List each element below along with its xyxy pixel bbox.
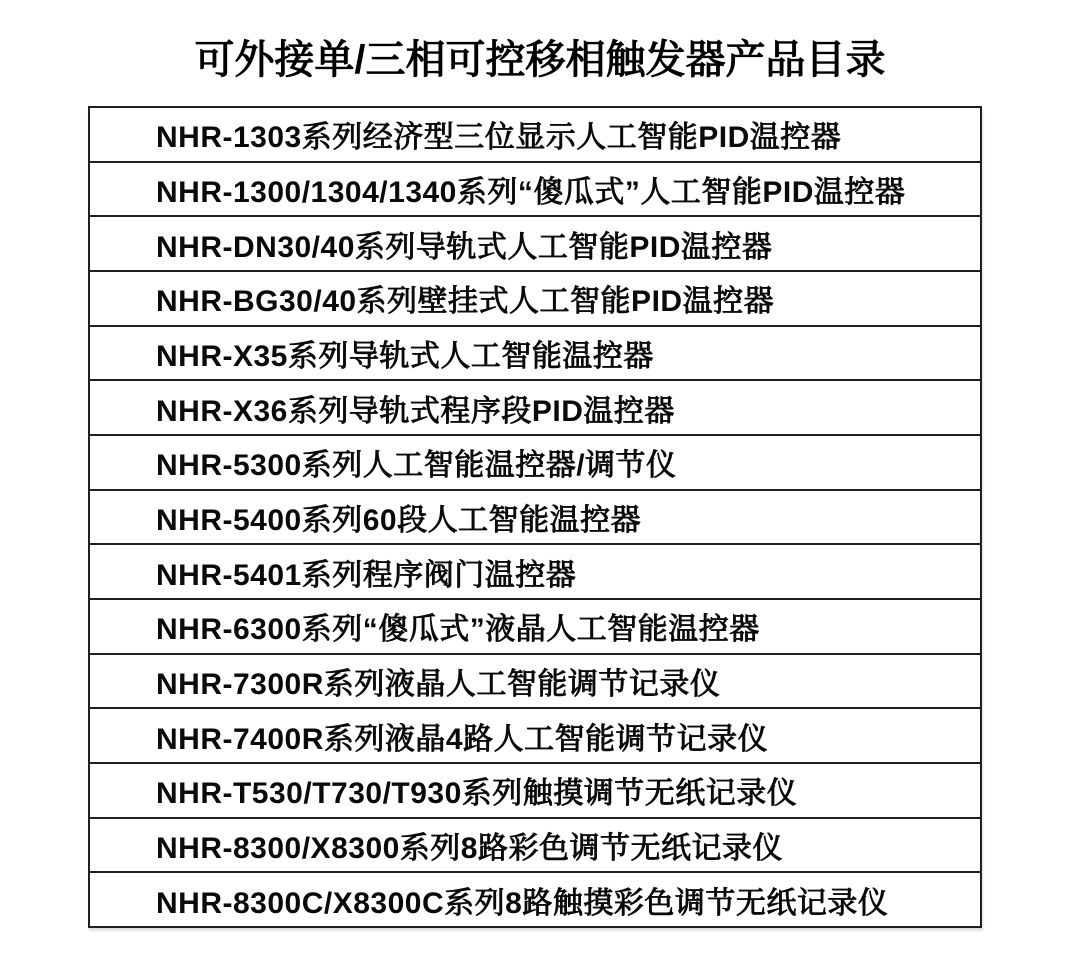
catalog-row bbox=[90, 217, 980, 272]
product-name: NHR-BG30/40系列壁挂式人工智能PID温控器 bbox=[156, 285, 775, 319]
catalog-row bbox=[90, 655, 980, 710]
catalog-row bbox=[90, 545, 980, 600]
product-name: NHR-1300/1304/1340系列“傻瓜式”人工智能PID温控器 bbox=[156, 176, 906, 209]
product-name: NHR-6300系列“傻瓜式”液晶人工智能温控器 bbox=[156, 613, 760, 647]
catalog-row bbox=[90, 327, 980, 382]
catalog-row bbox=[90, 600, 980, 655]
product-name: NHR-DN30/40系列导轨式人工智能PID温控器 bbox=[156, 230, 773, 264]
catalog-row bbox=[90, 764, 980, 819]
catalog-row bbox=[90, 272, 980, 327]
product-name: NHR-7400R系列液晶4路人工智能调节记录仪 bbox=[156, 722, 769, 756]
product-name: NHR-X36系列导轨式程序段PID温控器 bbox=[156, 394, 675, 428]
catalog-row bbox=[90, 709, 980, 764]
product-name: NHR-1303系列经济型三位显示人工智能PID温控器 bbox=[156, 121, 842, 155]
catalog-row bbox=[90, 108, 980, 163]
catalog-row bbox=[90, 491, 980, 546]
page-title: 可外接单/三相可控移相触发器产品目录 bbox=[194, 38, 886, 82]
catalog-row bbox=[90, 819, 980, 874]
product-name: NHR-5300系列人工智能温控器/调节仪 bbox=[156, 449, 677, 483]
catalog-row bbox=[90, 381, 980, 436]
product-catalog-table bbox=[88, 106, 982, 928]
product-name: NHR-7300R系列液晶人工智能调节记录仪 bbox=[156, 668, 721, 702]
catalog-row bbox=[90, 436, 980, 491]
catalog-row bbox=[90, 163, 980, 218]
product-name: NHR-5400系列60段人工智能温控器 bbox=[156, 504, 642, 538]
product-name: NHR-T530/T730/T930系列触摸调节无纸记录仪 bbox=[156, 777, 798, 811]
product-name: NHR-8300/X8300系列8路彩色调节无纸记录仪 bbox=[156, 832, 783, 866]
product-name: NHR-8300C/X8300C系列8路触摸彩色调节无纸记录仪 bbox=[156, 886, 889, 920]
product-name: NHR-X35系列导轨式人工智能温控器 bbox=[156, 340, 654, 374]
catalog-row bbox=[90, 873, 980, 926]
product-name: NHR-5401系列程序阀门温控器 bbox=[156, 558, 577, 592]
